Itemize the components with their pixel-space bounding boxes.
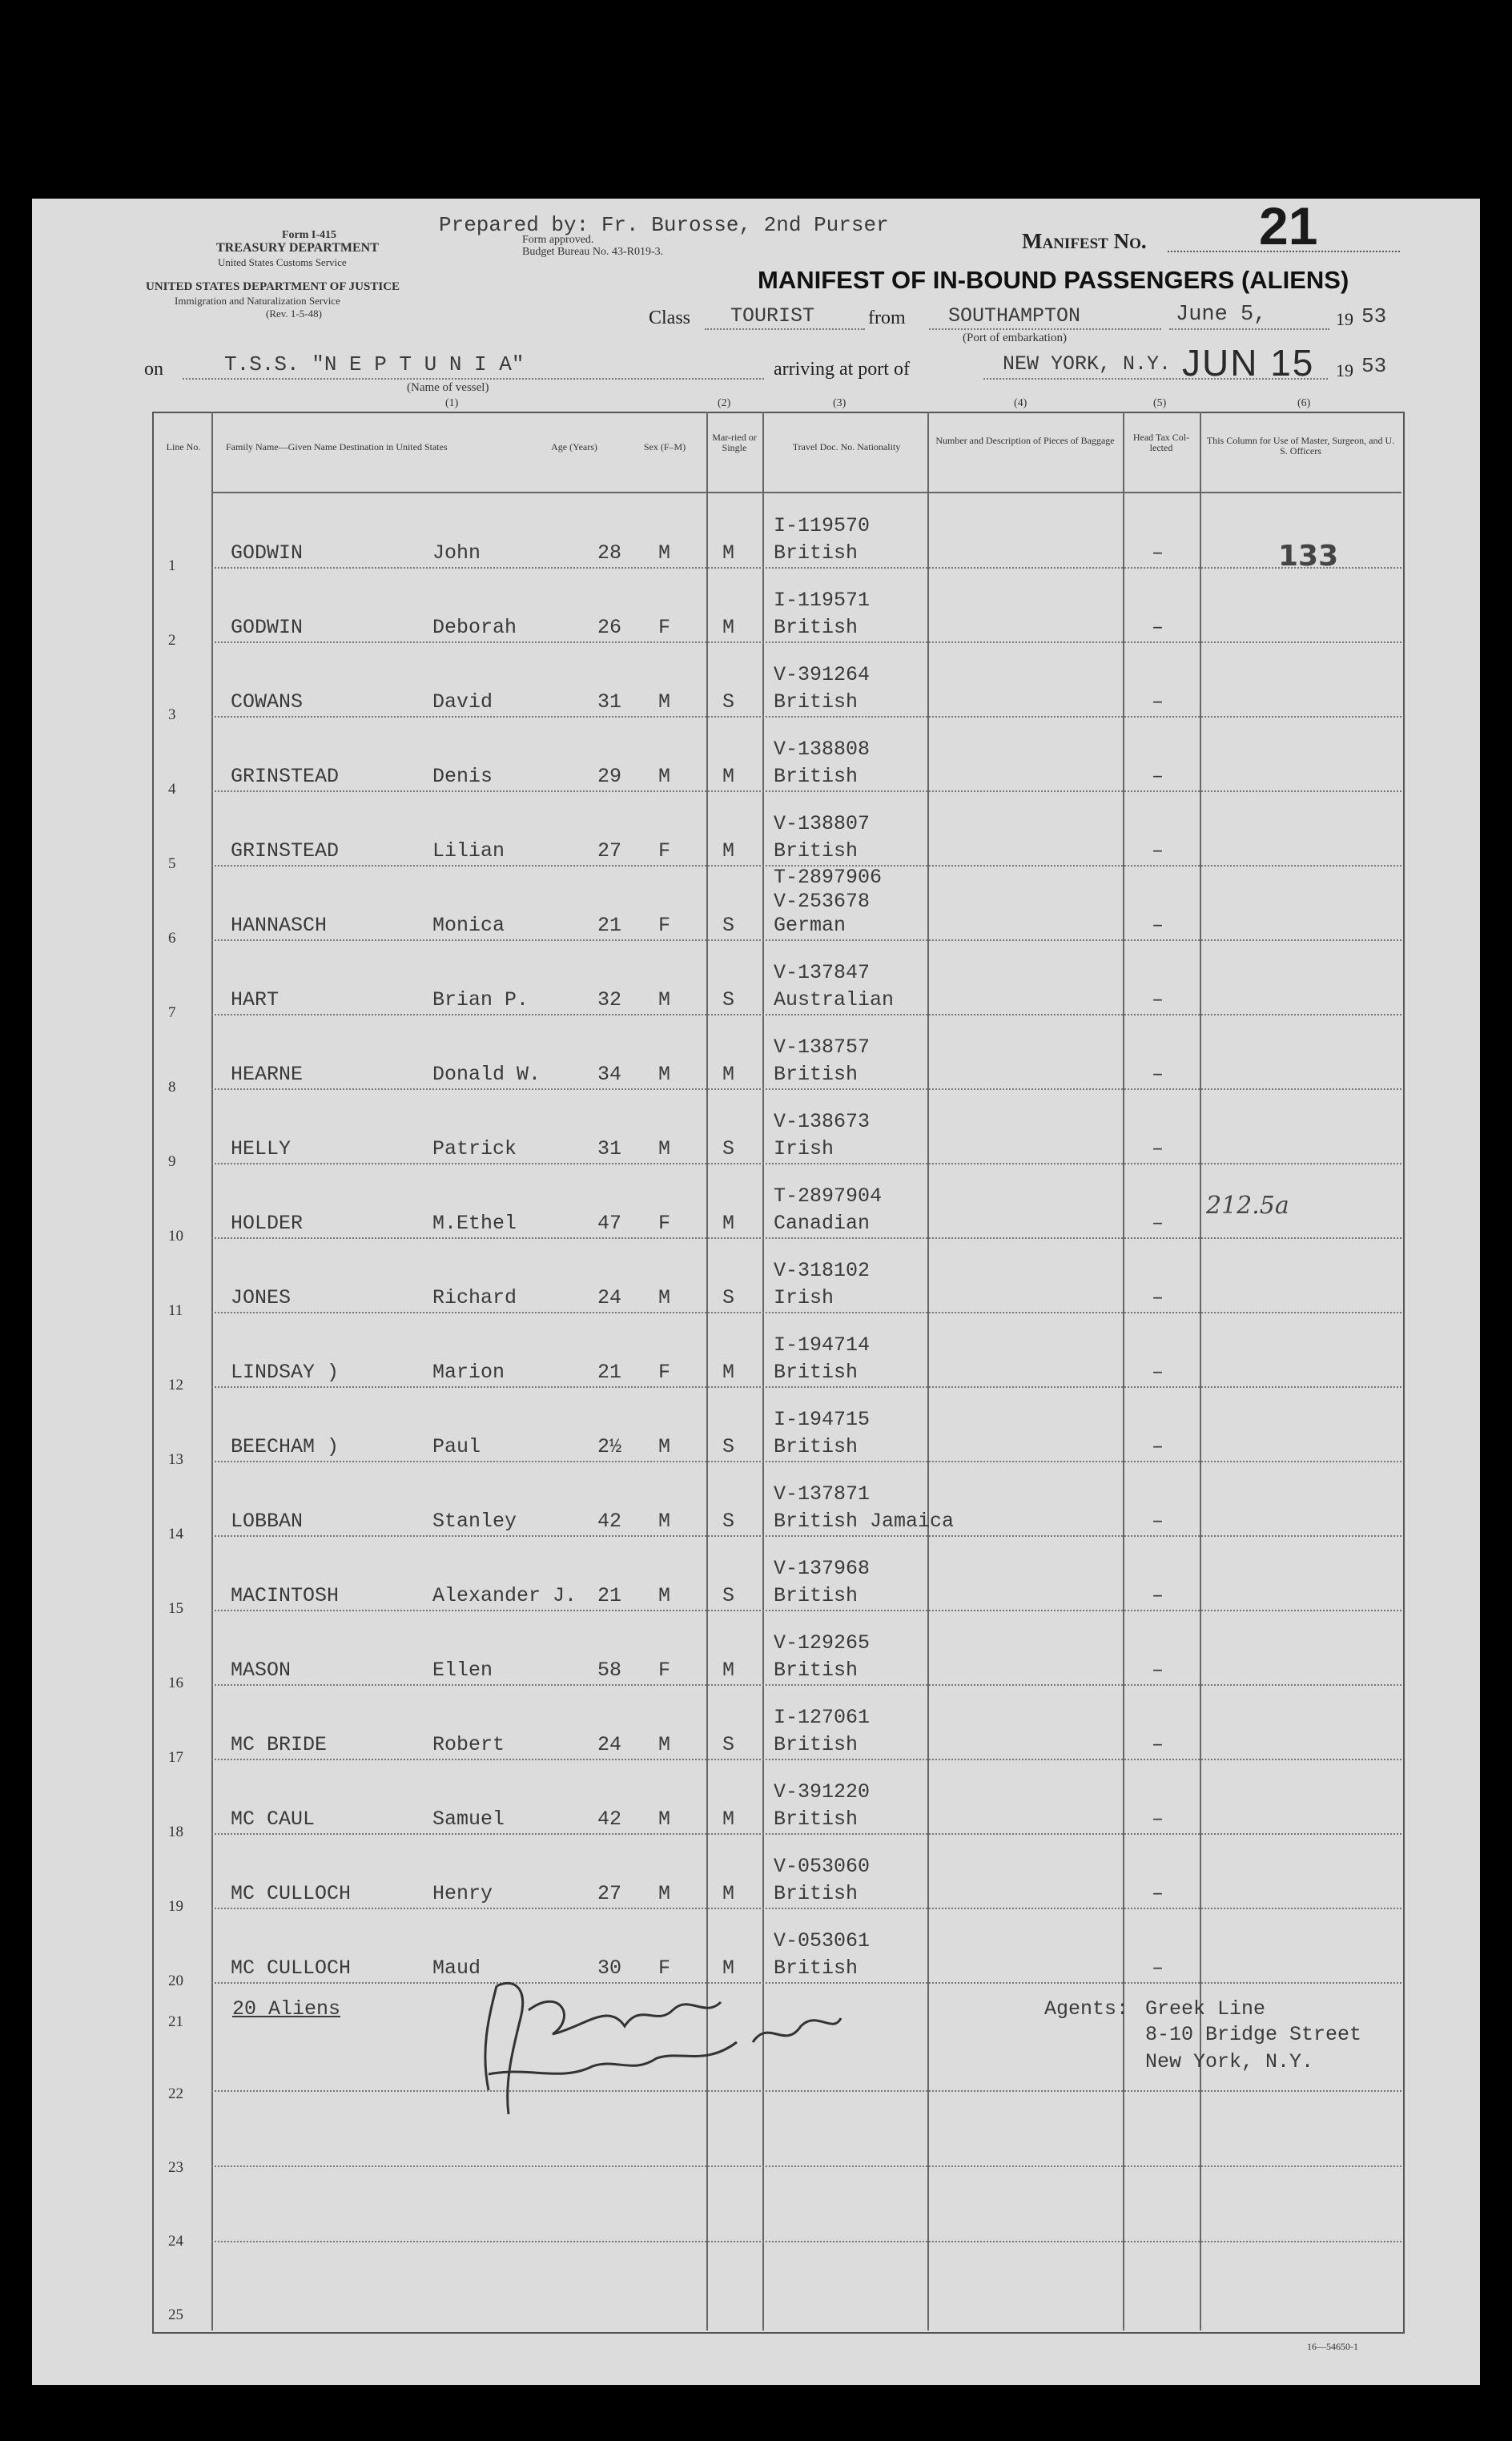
ins-label: Immigration and Naturalization Service <box>175 295 340 307</box>
officer-annotation: 212.5a <box>1206 1192 1289 1220</box>
marital-status: M <box>722 1361 735 1384</box>
line-number: 18 <box>168 1824 183 1840</box>
travel-doc-number: V-138757 <box>774 1036 871 1059</box>
travel-doc-number: V-137871 <box>774 1482 871 1506</box>
given-name: Stanley <box>432 1510 517 1533</box>
header-officers: This Column for Use of Master, Surgeon, and U. S. Officers <box>1206 435 1395 456</box>
head-tax: – <box>1152 839 1164 863</box>
travel-doc-number: T-2897906 V-253678 <box>774 866 883 913</box>
head-tax: – <box>1152 1808 1164 1831</box>
given-name: Marion <box>432 1361 505 1384</box>
line-number: 14 <box>168 1526 183 1542</box>
line-number: 24 <box>168 2233 183 2250</box>
justice-label: UNITED STATES DEPARTMENT OF JUSTICE <box>146 280 400 293</box>
agent-name: Greek Line <box>1145 1997 1266 2021</box>
nationality: Irish <box>774 1137 834 1160</box>
header-baggage: Number and Description of Pieces of Baggage <box>935 435 1115 446</box>
nationality: British <box>774 616 859 639</box>
marital-status: M <box>722 541 735 565</box>
age: 34 <box>597 1063 622 1086</box>
nationality: British <box>774 765 859 788</box>
family-name: MC CULLOCH <box>231 1956 352 1980</box>
marital-status: S <box>722 988 735 1011</box>
travel-doc-number: V-053061 <box>774 1929 871 1952</box>
age: 21 <box>597 1584 622 1607</box>
given-name: Maud <box>432 1956 481 1980</box>
given-name: David <box>432 690 493 714</box>
form-approved: Form approved. <box>522 234 594 246</box>
nationality: German <box>774 914 846 937</box>
budget-bureau: Budget Bureau No. 43-R019-3. <box>522 246 664 258</box>
sex: M <box>658 1137 671 1160</box>
marital-status: S <box>722 1510 735 1533</box>
column-number-6: (6) <box>1297 397 1311 409</box>
head-tax: – <box>1152 765 1164 788</box>
given-name: Ellen <box>432 1659 493 1682</box>
line-number: 2 <box>168 632 176 649</box>
header-age: Age (Years) <box>551 441 597 452</box>
travel-doc-number: I-119571 <box>774 589 871 612</box>
year-prefix: 19 <box>1336 309 1353 329</box>
travel-doc-number: V-138807 <box>774 812 871 835</box>
age: 47 <box>597 1212 622 1235</box>
head-tax: – <box>1152 1063 1164 1086</box>
travel-doc-number: I-127061 <box>774 1706 871 1729</box>
nationality: British <box>774 1584 859 1607</box>
age: 24 <box>597 1286 622 1309</box>
age: 30 <box>597 1956 622 1980</box>
marital-status: M <box>722 1659 735 1682</box>
sex: M <box>658 1882 671 1905</box>
class-label: Class <box>649 308 691 328</box>
family-name: HELLY <box>231 1137 292 1160</box>
given-name: Paul <box>432 1435 481 1458</box>
family-name: HART <box>231 988 279 1011</box>
column-number-2: (2) <box>718 397 731 409</box>
head-tax: – <box>1152 1956 1164 1980</box>
marital-status: S <box>722 914 735 937</box>
family-name: COWANS <box>231 690 304 714</box>
given-name: Brian P. <box>432 988 529 1011</box>
officer-signature <box>464 1954 881 2130</box>
family-name: HOLDER <box>231 1212 304 1235</box>
line-number: 11 <box>168 1302 183 1319</box>
marital-status: M <box>722 1063 735 1086</box>
line-number: 19 <box>168 1898 183 1915</box>
line-number: 8 <box>168 1079 176 1096</box>
given-name: Henry <box>432 1882 493 1905</box>
sex: M <box>658 1733 671 1756</box>
manifest-title: MANIFEST OF IN-BOUND PASSENGERS (ALIENS) <box>758 266 1349 294</box>
line-number: 23 <box>168 2159 183 2176</box>
family-name: GODWIN <box>231 541 304 565</box>
customs-label: United States Customs Service <box>218 256 347 268</box>
vessel-caption: (Name of vessel) <box>407 381 489 394</box>
head-tax: – <box>1152 1659 1164 1682</box>
family-name: MACINTOSH <box>231 1584 340 1607</box>
family-name: MC CULLOCH <box>231 1882 352 1905</box>
sex: M <box>658 1584 671 1607</box>
given-name: Samuel <box>432 1808 505 1831</box>
port-embarkation-caption: (Port of embarkation) <box>963 332 1067 344</box>
family-name: BEECHAM ) <box>231 1435 340 1458</box>
family-name: LOBBAN <box>231 1510 304 1533</box>
age: 58 <box>597 1659 622 1682</box>
nationality: British <box>774 1956 859 1980</box>
nationality: British <box>774 541 859 565</box>
nationality: British <box>774 1361 859 1384</box>
head-tax: – <box>1152 1584 1164 1607</box>
sex: F <box>658 839 671 863</box>
marital-status: S <box>722 1137 735 1160</box>
head-tax: – <box>1152 1212 1164 1235</box>
given-name: M.Ethel <box>432 1212 517 1235</box>
nationality: Irish <box>774 1286 834 1309</box>
age: 21 <box>597 914 622 937</box>
head-tax: – <box>1152 541 1164 565</box>
column-number-1: (1) <box>445 397 459 409</box>
head-tax: – <box>1152 1137 1164 1160</box>
class-value: TOURIST <box>730 304 815 328</box>
marital-status: M <box>722 765 735 788</box>
family-name: MC CAUL <box>231 1808 316 1831</box>
marital-status: M <box>722 1808 735 1831</box>
marital-status: M <box>722 1882 735 1905</box>
line-number: 7 <box>168 1004 176 1021</box>
on-label: on <box>144 359 163 380</box>
nationality: British <box>774 839 859 863</box>
nationality: British <box>774 1435 859 1458</box>
line-number: 21 <box>168 2013 183 2030</box>
agent-address-line1: 8-10 Bridge Street <box>1145 2023 1362 2046</box>
travel-doc-number: V-137968 <box>774 1557 871 1580</box>
header-line-no: Line No. <box>166 441 201 452</box>
sex: M <box>658 988 671 1011</box>
given-name: Richard <box>432 1286 517 1309</box>
prepared-by: Prepared by: Fr. Burosse, 2nd Purser <box>439 213 889 237</box>
sex: F <box>658 914 671 937</box>
line-number: 9 <box>168 1153 176 1170</box>
sex: F <box>658 1361 671 1384</box>
nationality: British <box>774 690 859 714</box>
marital-status: M <box>722 839 735 863</box>
nationality: British <box>774 1733 859 1756</box>
year-prefix-2: 19 <box>1336 360 1353 380</box>
head-tax: – <box>1152 1733 1164 1756</box>
age: 29 <box>597 765 622 788</box>
line-number: 20 <box>168 1973 183 1989</box>
sex: M <box>658 765 671 788</box>
line-number: 15 <box>168 1600 183 1617</box>
form-id: Form I-415 <box>282 229 337 241</box>
sex: M <box>658 541 671 565</box>
arrival-date-stamp: JUN 15 <box>1182 342 1315 384</box>
marital-status: S <box>722 1286 735 1309</box>
age: 27 <box>597 839 622 863</box>
manifest-number: 21 <box>1259 196 1318 255</box>
family-name: HEARNE <box>231 1063 304 1086</box>
column-number-5: (5) <box>1153 397 1167 409</box>
line-number: 10 <box>168 1228 183 1245</box>
arrival-year: 53 <box>1361 354 1387 378</box>
head-tax: – <box>1152 914 1164 937</box>
line-number: 3 <box>168 706 176 723</box>
head-tax: – <box>1152 1435 1164 1458</box>
line-number: 22 <box>168 2085 183 2102</box>
line-number: 17 <box>168 1749 183 1766</box>
marital-status: M <box>722 1956 735 1980</box>
sex: M <box>658 1063 671 1086</box>
marital-status: S <box>722 1733 735 1756</box>
head-tax: – <box>1152 1510 1164 1533</box>
line-number: 25 <box>168 2306 183 2323</box>
family-name: MASON <box>231 1659 292 1682</box>
family-name: GRINSTEAD <box>231 765 340 788</box>
head-tax: – <box>1152 1286 1164 1309</box>
given-name: Alexander J. <box>432 1584 577 1607</box>
agents-label: Agents: <box>1044 1997 1129 2021</box>
given-name: Robert <box>432 1733 505 1756</box>
travel-doc-number: V-138808 <box>774 738 871 761</box>
age: 26 <box>597 616 622 639</box>
vessel-name: T.S.S. "N E P T U N I A" <box>224 352 525 376</box>
treasury-label: TREASURY DEPARTMENT <box>216 241 379 255</box>
line-number: 1 <box>168 557 176 574</box>
line-number: 12 <box>168 1377 183 1393</box>
family-name: LINDSAY ) <box>231 1361 340 1384</box>
sex: F <box>658 1659 671 1682</box>
travel-doc-number: I-119570 <box>774 514 871 537</box>
age: 31 <box>597 1137 622 1160</box>
header-travel-doc: Travel Doc. No. Nationality <box>792 441 901 452</box>
line-number: 4 <box>168 781 176 798</box>
embarkation-port: SOUTHAMPTON <box>948 304 1081 328</box>
given-name: Donald W. <box>432 1063 541 1086</box>
given-name: Deborah <box>432 616 517 639</box>
header-sex: Sex (F–M) <box>643 441 686 452</box>
sex: M <box>658 1808 671 1831</box>
agent-address-line2: New York, N.Y. <box>1145 2050 1314 2073</box>
travel-doc-number: V-318102 <box>774 1259 871 1282</box>
age: 32 <box>597 988 622 1011</box>
sex: M <box>658 690 671 714</box>
officer-annotation: 133 <box>1278 540 1339 573</box>
sex: M <box>658 1286 671 1309</box>
sex: M <box>658 1435 671 1458</box>
age: 21 <box>597 1361 622 1384</box>
revision-label: (Rev. 1-5-48) <box>266 308 322 320</box>
travel-doc-number: V-137847 <box>774 961 871 984</box>
head-tax: – <box>1152 1882 1164 1905</box>
travel-doc-number: V-129265 <box>774 1631 871 1655</box>
travel-doc-number: I-194714 <box>774 1333 871 1357</box>
arriving-label: arriving at port of <box>774 359 910 380</box>
arrival-port: NEW YORK, N.Y. <box>1003 352 1172 376</box>
age: 31 <box>597 690 622 714</box>
travel-doc-number: V-138673 <box>774 1110 871 1133</box>
marital-status: S <box>722 1435 735 1458</box>
family-name: MC BRIDE <box>231 1733 328 1756</box>
sex: F <box>658 616 671 639</box>
marital-status: M <box>722 616 735 639</box>
column-number-3: (3) <box>833 397 846 409</box>
nationality: Canadian <box>774 1212 871 1235</box>
travel-doc-number: V-053060 <box>774 1855 871 1878</box>
from-label: from <box>868 308 906 328</box>
header-name: Family Name—Given Name Destination in United States <box>226 441 448 452</box>
line-number: 13 <box>168 1451 183 1468</box>
given-name: Patrick <box>432 1137 517 1160</box>
travel-doc-number: V-391264 <box>774 663 871 686</box>
family-name: GODWIN <box>231 616 304 639</box>
given-name: John <box>432 541 481 565</box>
family-name: JONES <box>231 1286 292 1309</box>
sex: M <box>658 1510 671 1533</box>
age: 24 <box>597 1733 622 1756</box>
nationality: Australian <box>774 988 895 1011</box>
departure-date: June 5, <box>1176 303 1267 327</box>
line-number: 16 <box>168 1675 183 1691</box>
sex: F <box>658 1212 671 1235</box>
age: 42 <box>597 1510 622 1533</box>
nationality: British <box>774 1063 859 1086</box>
family-name: GRINSTEAD <box>231 839 340 863</box>
column-number-4: (4) <box>1014 397 1027 409</box>
line-number: 5 <box>168 855 176 872</box>
header-head-tax: Head Tax Col-lected <box>1132 432 1190 453</box>
age: 27 <box>597 1882 622 1905</box>
sex: F <box>658 1956 671 1980</box>
age: 28 <box>597 541 622 565</box>
header-married: Mar-ried or Single <box>712 432 757 453</box>
marital-status: S <box>722 690 735 714</box>
print-code: 16—54650-1 <box>1307 2341 1358 2352</box>
departure-year: 53 <box>1361 304 1387 328</box>
nationality: British <box>774 1882 859 1905</box>
line-number: 6 <box>168 930 176 947</box>
nationality: British <box>774 1808 859 1831</box>
head-tax: – <box>1152 1361 1164 1384</box>
nationality: British Jamaica <box>774 1510 955 1533</box>
aliens-total: 20 Aliens <box>232 1997 341 2021</box>
travel-doc-number: V-391220 <box>774 1780 871 1804</box>
travel-doc-number: I-194715 <box>774 1408 871 1431</box>
marital-status: M <box>722 1212 735 1235</box>
given-name: Denis <box>432 765 493 788</box>
age: 2½ <box>597 1435 622 1458</box>
nationality: British <box>774 1659 859 1682</box>
manifest-no-label: Manifest No. <box>1022 229 1147 253</box>
age: 42 <box>597 1808 622 1831</box>
given-name: Monica <box>432 914 505 937</box>
head-tax: – <box>1152 988 1164 1011</box>
head-tax: – <box>1152 690 1164 714</box>
head-tax: – <box>1152 616 1164 639</box>
marital-status: S <box>722 1584 735 1607</box>
family-name: HANNASCH <box>231 914 328 937</box>
given-name: Lilian <box>432 839 505 863</box>
travel-doc-number: T-2897904 <box>774 1184 883 1208</box>
